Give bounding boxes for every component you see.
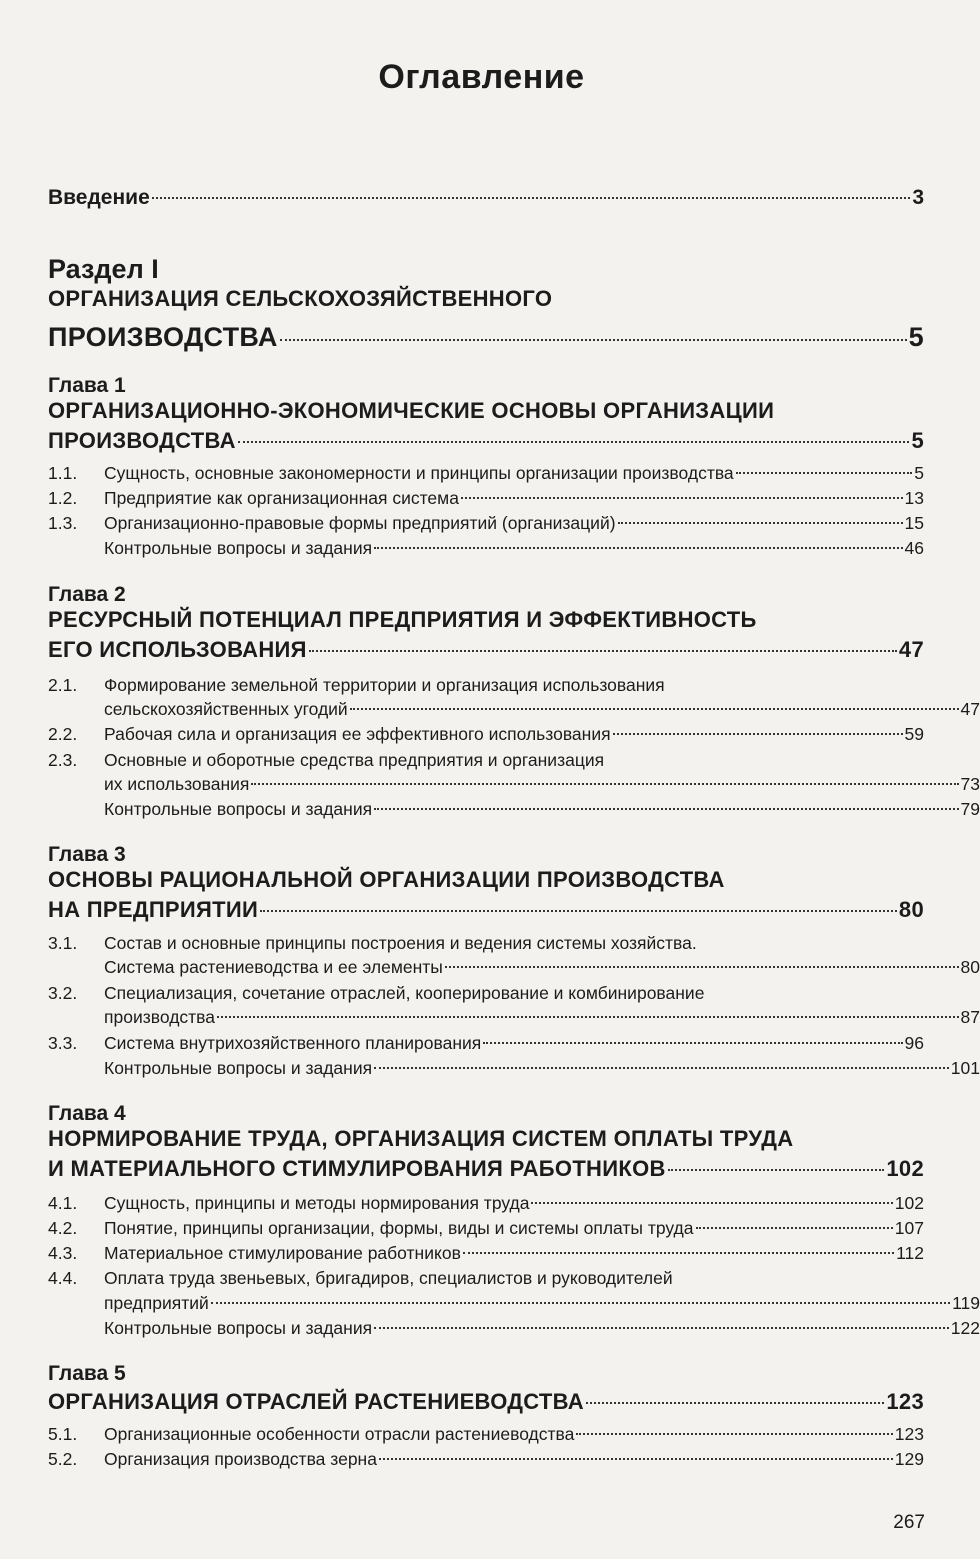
toc-entry-section[interactable] xyxy=(48,513,924,534)
entry-page: 46 xyxy=(904,538,924,558)
chapter-title-line2: И МАТЕРИАЛЬНОГО СТИМУЛИРОВАНИЯ РАБОТНИКОВ xyxy=(48,1156,666,1181)
section-number: 5.2. xyxy=(48,1449,78,1469)
section-title: Понятие, принципы организации, формы, виды и системы оплаты труда xyxy=(104,1218,694,1238)
section-title-first-line: Оплата труда звеньевых, бригадиров, специалистов и руководителей xyxy=(104,1268,673,1288)
section-title: Сущность, принципы и методы нормирования труда xyxy=(104,1193,530,1213)
entry-page: 80 xyxy=(898,897,924,922)
toc-entry-section[interactable] xyxy=(48,724,924,745)
entry-page: 5 xyxy=(914,463,924,483)
dot-leader xyxy=(445,965,959,968)
section-title-line1 xyxy=(48,1268,673,1289)
section-title: Сущность, основные закономерности и принципы организации производства xyxy=(104,463,734,483)
dot-leader xyxy=(374,1066,949,1069)
dot-leader xyxy=(309,649,897,652)
chapter-title-line1: РЕСУРСНЫЙ ПОТЕНЦИАЛ ПРЕДПРИЯТИЯ И ЭФФЕКТИВНОСТЬ xyxy=(48,607,757,632)
entry-page: 123 xyxy=(886,1389,924,1414)
dot-leader xyxy=(238,440,910,443)
page-title: Оглавление xyxy=(378,58,585,96)
section-title-first-line: Состав и основные принципы построения и ведения системы хозяйства. xyxy=(104,933,697,953)
section-number: 1.1. xyxy=(48,463,78,483)
section-title: Контрольные вопросы и задания xyxy=(104,799,373,819)
section-title-first-line: Основные и оборотные средства предприятия и организация xyxy=(104,750,605,770)
entry-page: 79 xyxy=(960,799,980,819)
dot-leader xyxy=(260,909,897,912)
toc-entry-introduction[interactable] xyxy=(48,186,924,210)
entry-title: Введение xyxy=(48,186,150,209)
part-title-line1: ОРГАНИЗАЦИЯ СЕЛЬСКОХОЗЯЙСТВЕННОГО xyxy=(48,286,553,311)
entry-page: 73 xyxy=(960,774,980,794)
part-title-line2: ПРОИЗВОДСТВА xyxy=(48,322,278,352)
entry-page: 80 xyxy=(960,957,980,977)
entry-page: 59 xyxy=(904,724,924,744)
chapter-label: Глава 4 xyxy=(48,1102,126,1125)
toc-entry-questions[interactable] xyxy=(48,538,924,559)
entry-page: 123 xyxy=(894,1424,924,1444)
entry-page: 15 xyxy=(904,513,924,533)
chapter-title-line1: ОРГАНИЗАЦИОННО-ЭКОНОМИЧЕСКИЕ ОСНОВЫ ОРГАНИЗАЦИИ xyxy=(48,398,775,423)
chapter-title-line2: НА ПРЕДПРИЯТИИ xyxy=(48,897,259,922)
chapter-label: Глава 3 xyxy=(48,843,126,866)
section-title: предприятий xyxy=(104,1293,209,1313)
dot-leader xyxy=(374,1326,949,1329)
toc-entry-section[interactable] xyxy=(48,957,980,978)
section-title: Система растениеводства и ее элементы xyxy=(104,957,443,977)
section-number: 4.4. xyxy=(48,1268,78,1288)
dot-leader xyxy=(374,807,958,810)
dot-leader xyxy=(461,496,903,499)
section-title: Организационные особенности отрасли растениеводства xyxy=(104,1424,575,1444)
entry-page: 47 xyxy=(960,699,980,719)
toc-entry-chapter[interactable] xyxy=(48,1156,924,1182)
toc-entry-section[interactable] xyxy=(48,1243,924,1264)
entry-page: 96 xyxy=(904,1033,924,1053)
section-title: сельскохозяйственных угодий xyxy=(104,699,348,719)
section-title: Контрольные вопросы и задания xyxy=(104,1058,373,1078)
section-number: 4.1. xyxy=(48,1193,78,1213)
entry-page: 102 xyxy=(886,1156,924,1181)
toc-entry-section[interactable] xyxy=(48,1293,980,1314)
section-number: 3.1. xyxy=(48,933,78,953)
toc-entry-part[interactable] xyxy=(48,322,924,353)
dot-leader xyxy=(586,1401,884,1404)
entry-page: 122 xyxy=(950,1318,980,1338)
section-number: 2.1. xyxy=(48,675,78,695)
dot-leader xyxy=(217,1015,959,1018)
dot-leader xyxy=(483,1041,902,1044)
entry-page: 119 xyxy=(952,1293,980,1313)
section-title-first-line: Формирование земельной территории и организация использования xyxy=(104,675,665,695)
section-number: 1.2. xyxy=(48,488,78,508)
section-title-line1 xyxy=(48,750,604,771)
section-title: Предприятие как организационная система xyxy=(104,488,459,508)
dot-leader xyxy=(463,1251,894,1254)
section-title: Организационно-правовые формы предприятий (организаций) xyxy=(104,513,616,533)
toc-entry-questions[interactable] xyxy=(48,1318,980,1339)
section-title: производства xyxy=(104,1007,215,1027)
entry-page: 5 xyxy=(911,428,924,453)
toc-entry-section[interactable] xyxy=(48,463,924,484)
section-title: Контрольные вопросы и задания xyxy=(104,1318,373,1338)
toc-entry-section[interactable] xyxy=(48,699,980,720)
entry-page: 102 xyxy=(894,1193,924,1213)
section-number: 3.2. xyxy=(48,983,78,1003)
chapter-label: Глава 1 xyxy=(48,374,126,397)
page-number: 267 xyxy=(893,1512,925,1533)
toc-entry-chapter[interactable] xyxy=(48,1389,924,1415)
chapter-title-line2: ЕГО ИСПОЛЬЗОВАНИЯ xyxy=(48,637,307,662)
entry-page: 107 xyxy=(894,1218,924,1238)
entry-page: 13 xyxy=(904,488,924,508)
chapter-label: Глава 2 xyxy=(48,583,126,606)
section-title-line1 xyxy=(48,675,665,696)
section-number: 5.1. xyxy=(48,1424,78,1444)
section-title: Система внутрихозяйственного планирования xyxy=(104,1033,482,1053)
section-number: 4.3. xyxy=(48,1243,78,1263)
toc-entry-chapter[interactable] xyxy=(48,428,924,454)
chapter-label: Глава 5 xyxy=(48,1362,126,1385)
toc-entry-section[interactable] xyxy=(48,488,924,509)
section-number: 2.2. xyxy=(48,724,78,744)
dot-leader xyxy=(251,782,958,785)
section-number: 4.2. xyxy=(48,1218,78,1238)
toc-entry-chapter[interactable] xyxy=(48,897,924,923)
section-title: Рабочая сила и организация ее эффективного использования xyxy=(104,724,611,744)
toc-entry-section[interactable] xyxy=(48,1007,980,1028)
section-title-line1 xyxy=(48,933,697,954)
dot-leader xyxy=(211,1301,950,1304)
entry-page: 129 xyxy=(894,1449,924,1469)
section-title: Материальное стимулирование работников xyxy=(104,1243,461,1263)
dot-leader xyxy=(736,471,913,474)
dot-leader xyxy=(350,707,959,710)
section-title: Контрольные вопросы и задания xyxy=(104,538,373,558)
dot-leader xyxy=(531,1201,892,1204)
toc-entry-questions[interactable] xyxy=(48,799,980,820)
section-number: 1.3. xyxy=(48,513,78,533)
toc-entry-section[interactable] xyxy=(48,1449,924,1470)
dot-leader xyxy=(613,732,903,735)
section-title-line1 xyxy=(48,983,704,1004)
section-title-first-line: Специализация, сочетание отраслей, кооперирование и комбинирование xyxy=(104,983,705,1003)
toc-entry-questions[interactable] xyxy=(48,1058,980,1079)
chapter-title-line1: ОСНОВЫ РАЦИОНАЛЬНОЙ ОРГАНИЗАЦИИ ПРОИЗВОДСТВА xyxy=(48,867,725,892)
dot-leader xyxy=(280,338,907,341)
dot-leader xyxy=(696,1226,893,1229)
section-number: 3.3. xyxy=(48,1033,78,1053)
dot-leader xyxy=(576,1432,892,1435)
toc-entry-section[interactable] xyxy=(48,1218,924,1239)
dot-leader xyxy=(668,1168,885,1171)
toc-entry-section[interactable] xyxy=(48,1193,924,1214)
dot-leader xyxy=(374,546,902,549)
chapter-title-line2: ПРОИЗВОДСТВА xyxy=(48,428,236,453)
entry-page: 5 xyxy=(908,322,924,352)
section-title: Организация производства зерна xyxy=(104,1449,377,1469)
toc-entry-chapter[interactable] xyxy=(48,637,924,663)
dot-leader xyxy=(618,521,903,524)
dot-leader xyxy=(379,1457,893,1460)
chapter-title-line1: НОРМИРОВАНИЕ ТРУДА, ОРГАНИЗАЦИЯ СИСТЕМ ОПЛАТЫ ТРУДА xyxy=(48,1126,794,1151)
chapter-title: ОРГАНИЗАЦИЯ ОТРАСЛЕЙ РАСТЕНИЕВОДСТВА xyxy=(48,1389,584,1414)
toc-entry-section[interactable] xyxy=(48,774,980,795)
part-label: Раздел I xyxy=(48,254,159,284)
section-title: их использования xyxy=(104,774,250,794)
section-number: 2.3. xyxy=(48,750,78,770)
toc-entry-section[interactable] xyxy=(48,1033,924,1054)
entry-page: 112 xyxy=(896,1243,924,1263)
entry-page: 101 xyxy=(950,1058,980,1078)
entry-page: 87 xyxy=(960,1007,980,1027)
dot-leader xyxy=(152,196,911,199)
entry-page: 3 xyxy=(912,186,924,209)
toc-entry-section[interactable] xyxy=(48,1424,924,1445)
entry-page: 47 xyxy=(898,637,924,662)
